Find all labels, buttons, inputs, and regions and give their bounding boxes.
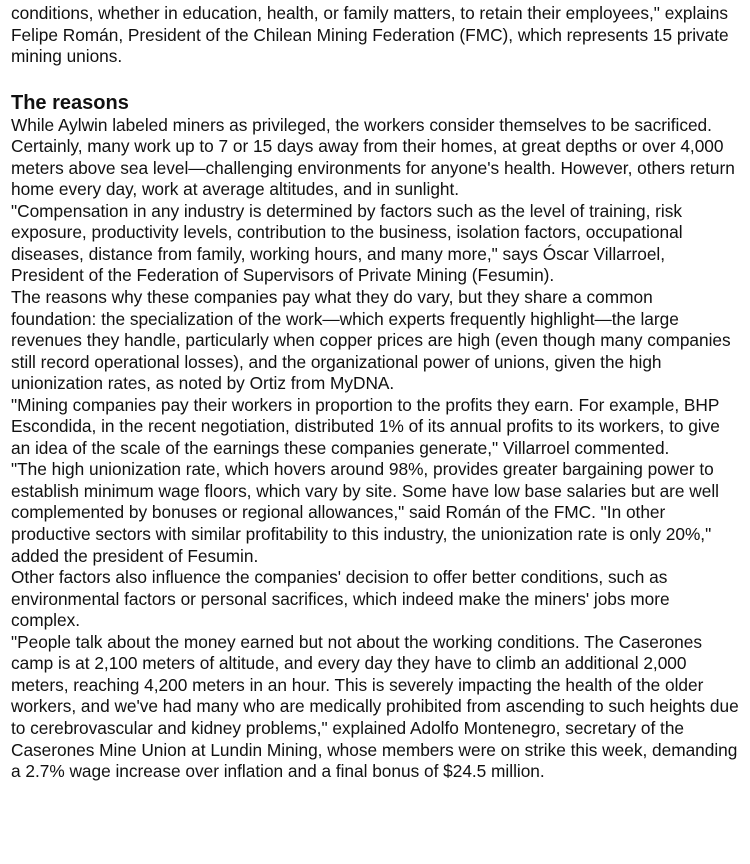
intro-paragraph: conditions, whether in education, health, or family matters, to retain their employees," explains Felipe Román, President of the Chilean Mining Federation (FMC), which represents 15 private mining unions. xyxy=(11,3,729,67)
paragraph-working-conditions-quote: "People talk about the money earned but not about the working conditions. The Caserones camp is at 2,100 meters of altitude, and every day they have to climb an additional 2,000 meters, reaching 4,200 meters in an hour. This is severely impacting the health of the older workers, and we've had many who are medically prohibited from ascending to such heights due to cerebrovascular and kidney problems," explained Adolfo Montenegro, secretary of the Caserones Mine Union at Lundin Mining, whose members were on strike this week, demanding a 2.7% wage increase over inflation and a final bonus of $24.5 million. xyxy=(11,631,739,782)
paragraph-aylwin-miners: While Aylwin labeled miners as privileged, the workers consider themselves to be sacrificed. Certainly, many work up to 7 or 15 days away from their homes, at great depths or over 4,000 meters above sea level—challenging environments for anyone's health. However, others return home every day, work at average altitudes, and in sunlight. xyxy=(11,114,735,200)
paragraph-compensation-quote: "Compensation in any industry is determined by factors such as the level of training, risk exposure, productivity levels, contribution to the business, isolation factors, occupational diseases, distance from family, working hours, and many more," says Óscar Villarroel, President of the Federation of Supervisors of Private Mining (Fesumin). xyxy=(11,200,683,286)
paragraph-reasons-companies-pay: The reasons why these companies pay what they do vary, but they share a common foundation: the specialization of the work—which experts frequently highlight—the large revenues they handle, particularly when copper prices are high (even though many companies still record operational losses), and the organizational power of unions, given the high unionization rates, as noted by Ortiz from MyDNA. xyxy=(11,287,731,394)
section-heading: The reasons xyxy=(11,91,129,114)
paragraph-unionization-quote: "The high unionization rate, which hovers around 98%, provides greater bargaining power to establish minimum wage floors, which vary by site. Some have low base salaries but are well complemented by bonuses or regional allowances," said Román of the FMC. "In other productive sectors with similar profitability to this industry, the unionization rate is only 20%," added the president of Fesumin. xyxy=(11,459,719,566)
paragraph-other-factors: Other factors also influence the companies' decision to offer better conditions, such as environmental factors or personal sacrifices, which indeed make the miners' jobs more complex. xyxy=(11,567,670,631)
paragraph-profits-quote: "Mining companies pay their workers in proportion to the profits they earn. For example, BHP Escondida, in the recent negotiation, distributed 1% of its annual profits to its workers, to give an idea of the scale of the earnings these companies generate," Villarroel commented. xyxy=(11,394,720,458)
